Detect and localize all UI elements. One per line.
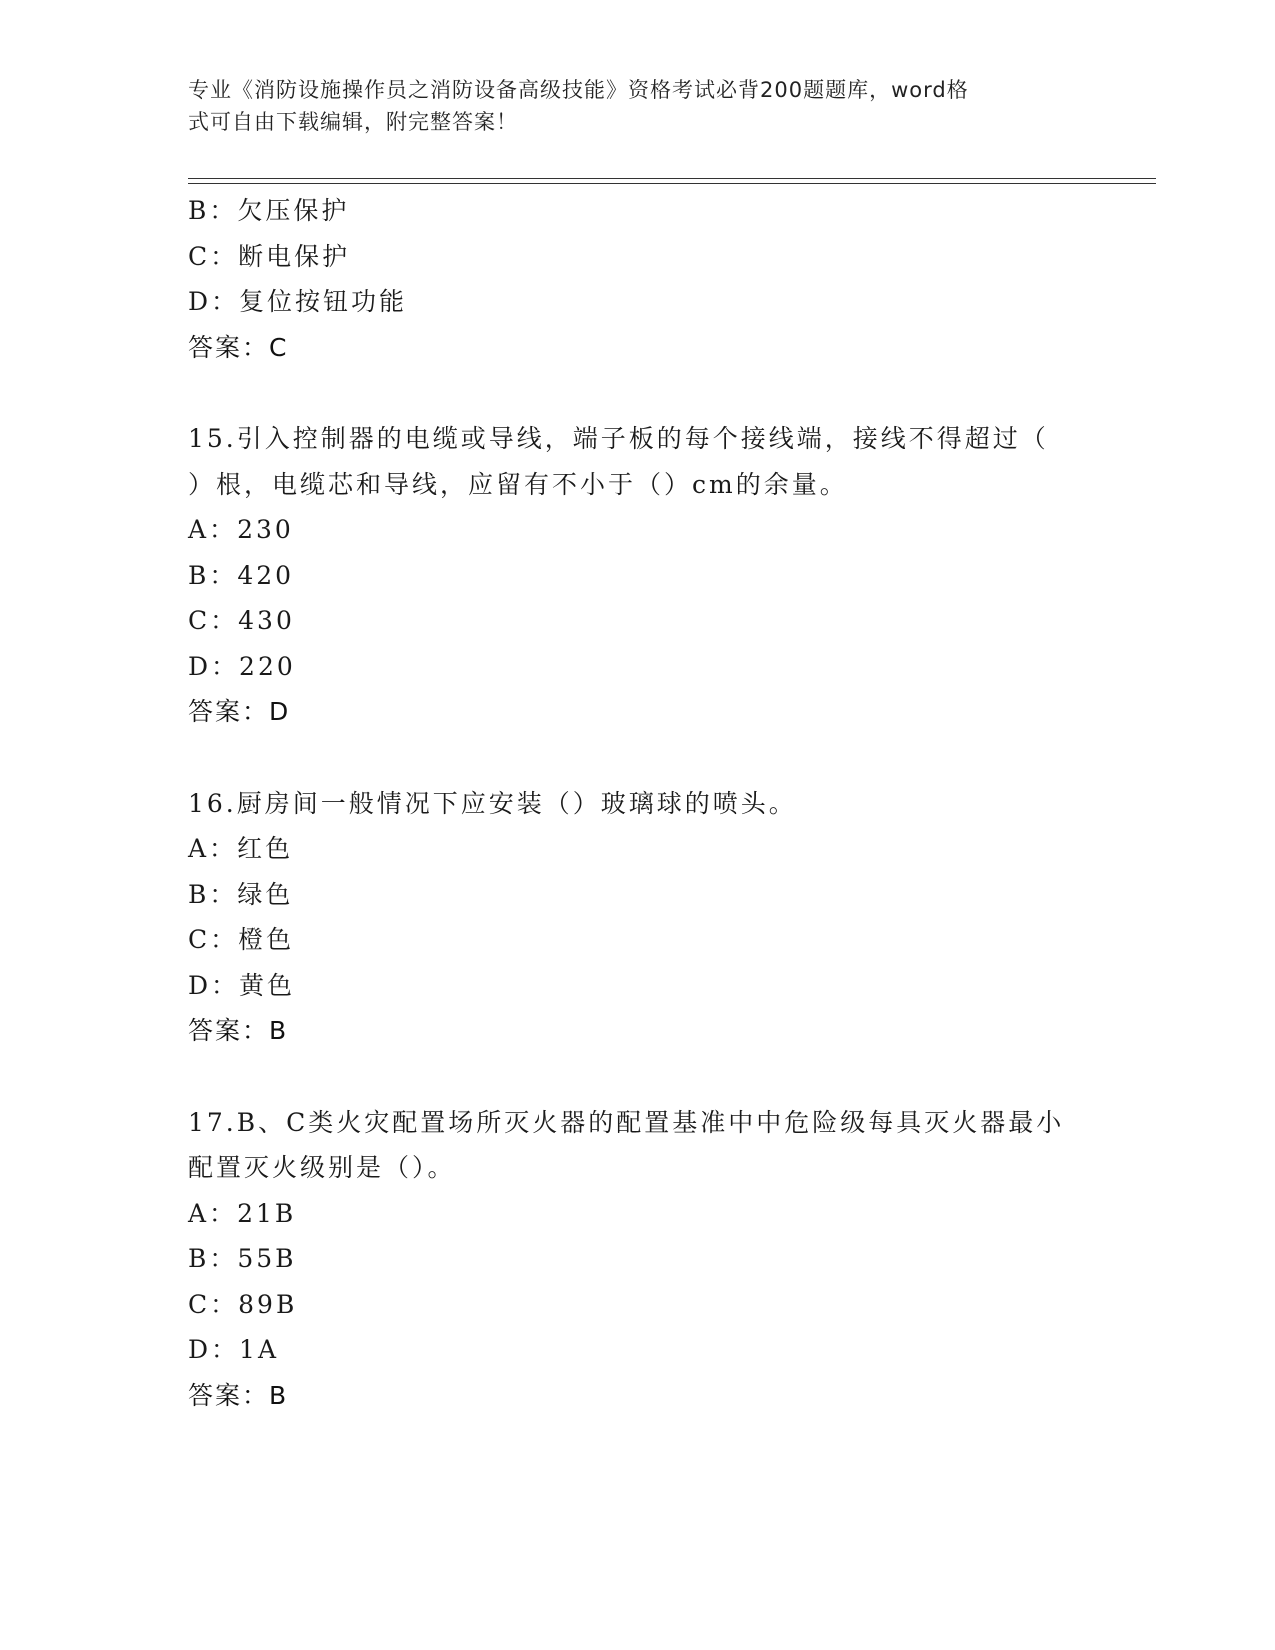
option-text: 230 bbox=[237, 515, 294, 544]
question-number: 17. bbox=[188, 1107, 237, 1137]
option-label: D： bbox=[188, 1335, 240, 1364]
option-c bbox=[188, 1282, 1088, 1328]
question-text-line-1 bbox=[188, 416, 1088, 462]
question-text-line-2: ）根，电缆芯和导线，应留有不小于（）cm的余量。 bbox=[188, 469, 848, 499]
option-label: D： bbox=[188, 651, 240, 681]
spacer bbox=[188, 1054, 1088, 1100]
option-label: B： bbox=[188, 560, 238, 590]
option-d bbox=[188, 644, 1088, 690]
answer-line: 答案：C bbox=[188, 332, 289, 362]
option-label: B： bbox=[188, 879, 238, 909]
question-17 bbox=[188, 1100, 1088, 1419]
answer-line: 答案：B bbox=[188, 1380, 289, 1410]
option-d bbox=[188, 963, 1088, 1009]
option-label: B： bbox=[188, 196, 238, 225]
option-b bbox=[188, 188, 1088, 234]
option-text: 55B bbox=[237, 1244, 297, 1273]
question-number: 16. bbox=[188, 788, 237, 818]
header-divider-top bbox=[188, 178, 1156, 179]
option-text: 欠压保护 bbox=[237, 196, 350, 225]
spacer bbox=[188, 370, 1088, 416]
option-b bbox=[188, 553, 1088, 599]
option-a bbox=[188, 1191, 1088, 1237]
question-16 bbox=[188, 781, 1088, 1054]
option-text: 220 bbox=[239, 651, 296, 681]
option-label: C： bbox=[188, 925, 239, 954]
question-list bbox=[188, 188, 1088, 1418]
question-text-line-1 bbox=[188, 1100, 1088, 1146]
option-text: 绿色 bbox=[237, 879, 294, 909]
option-text: 橙色 bbox=[238, 925, 295, 954]
option-label: A： bbox=[188, 1198, 238, 1228]
question-text: B、C类火灾配置场所灭火器的配置基准中中危险级每具灭火器最小 bbox=[236, 1107, 1065, 1137]
option-label: D： bbox=[188, 970, 240, 1000]
option-d bbox=[188, 1327, 1088, 1373]
option-text: 黄色 bbox=[239, 970, 296, 1000]
option-c bbox=[188, 234, 1088, 280]
option-label: C： bbox=[188, 1289, 239, 1319]
option-label: A： bbox=[188, 834, 238, 863]
option-label: D： bbox=[188, 287, 240, 316]
option-text: 红色 bbox=[237, 834, 294, 863]
question-15 bbox=[188, 416, 1088, 735]
answer-line: 答案：D bbox=[188, 697, 291, 726]
option-c bbox=[188, 598, 1088, 644]
option-c bbox=[188, 917, 1088, 963]
option-a bbox=[188, 507, 1088, 553]
question-number: 15. bbox=[188, 424, 237, 453]
question-text-line-2: 配置灭火级别是（）。 bbox=[188, 1153, 456, 1182]
option-text: 430 bbox=[238, 606, 295, 635]
option-text: 420 bbox=[237, 560, 295, 590]
spacer bbox=[188, 735, 1088, 781]
option-text: 1A bbox=[239, 1335, 280, 1364]
option-label: B： bbox=[188, 1244, 238, 1273]
option-d bbox=[188, 279, 1088, 325]
question-text: 厨房间一般情况下应安装（）玻璃球的喷头。 bbox=[236, 788, 797, 818]
question-14-continued bbox=[188, 188, 1088, 370]
question-text: 引入控制器的电缆或导线，端子板的每个接线端，接线不得超过（ bbox=[236, 424, 1049, 453]
option-label: C： bbox=[188, 241, 239, 271]
option-label: A： bbox=[188, 515, 238, 544]
option-text: 89B bbox=[238, 1289, 298, 1319]
header-title-line-1: 专业《消防设施操作员之消防设备高级技能》资格考试必背200题题库，word格 bbox=[188, 78, 969, 102]
option-text: 复位按钮功能 bbox=[239, 287, 408, 316]
header-title-line-2: 式可自由下载编辑，附完整答案！ bbox=[188, 110, 518, 134]
option-a bbox=[188, 826, 1088, 872]
question-text-line-1 bbox=[188, 781, 1088, 827]
option-label: C： bbox=[188, 606, 239, 635]
option-text: 21B bbox=[237, 1198, 297, 1228]
option-b bbox=[188, 1236, 1088, 1282]
document-header bbox=[188, 74, 1068, 138]
header-divider-bottom bbox=[188, 183, 1156, 184]
option-text: 断电保护 bbox=[238, 241, 351, 271]
answer-line: 答案：B bbox=[188, 1016, 289, 1045]
option-b bbox=[188, 872, 1088, 918]
